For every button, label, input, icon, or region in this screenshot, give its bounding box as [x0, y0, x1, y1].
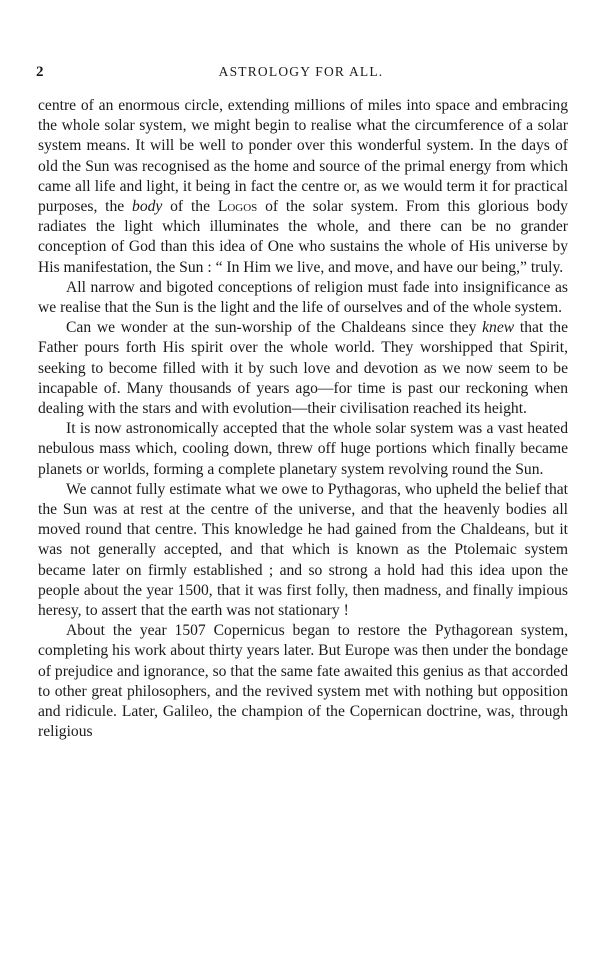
- page-number: 2: [36, 64, 44, 80]
- paragraph: [38, 96, 568, 278]
- paragraph: [38, 419, 568, 480]
- paragraph: [38, 318, 568, 419]
- text-run: of the: [162, 198, 218, 216]
- text-run: centre of an enormous circle, extending millions of miles into space and embracing the whole solar system, we might begin to realise what the circumference of a solar system means. It will be well to ponder over this wonderful system. In the days of old the Sun was recognised as the home and source of the primal energy from which came all life and light, it being in fact the centre or, as we would term it for practical purposes, the: [38, 97, 568, 216]
- paragraph: [38, 621, 568, 742]
- text-run: About the year 1507 Copernicus began to restore the Pythagorean system, completing his work about thirty years later. But Europe was then under the bondage of prejudice and ignorance, so that the same fate awaited this genius as that accorded to other great philosophers, and the revived system met with nothing but opposition and ridicule. Later, Galileo, the champion of the Copernican doctrine, was, through religious: [38, 622, 568, 741]
- text-run: We cannot fully estimate what we owe to Pythagoras, who upheld the belief that the Sun was at rest at the centre of the universe, and that the heavenly bodies all moved round that centre. This knowledge he had gained from the Chaldeans, but it was not generally accepted, and that which is known as the Ptolemaic system became later on firmly established ; and so strong a hold had this idea upon the people about the year 1500, that it was first folly, then madness, and finally impious heresy, to assert that the earth was not stationary !: [38, 480, 568, 620]
- paragraph: [38, 480, 568, 621]
- text-run: All narrow and bigoted conceptions of religion must fade into insignificance as we realise that the Sun is the light and the life of ourselves and of the whole system.: [38, 278, 568, 317]
- italic-text: body: [132, 198, 163, 216]
- running-head: [36, 64, 566, 84]
- body-text: [38, 96, 568, 743]
- text-run: It is now astronomically accepted that the whole solar system was a vast heated nebulous mass which, cooling down, threw off huge portions which finally became planets or worlds, forming a complete planetary system revolving round the Sun.: [38, 420, 568, 478]
- text-run: of the solar system. From this glorious body radiates the light which illuminates the whole, and there can be no grander conception of God than this idea of One who sustains the whole of His universe by His manifestation, the Sun : “ In Him we live, and move, and have our being,” truly.: [38, 198, 568, 276]
- running-title: ASTROLOGY FOR ALL.: [218, 64, 384, 79]
- italic-text: knew: [482, 319, 515, 337]
- small-caps-text: Logos: [217, 198, 258, 216]
- text-run: Can we wonder at the sun-worship of the Chaldeans since they: [66, 319, 483, 337]
- paragraph: [38, 278, 568, 318]
- text-run: that the Father pours forth His spirit over the whole world. They worshipped that Spirit, seeking to become filled with it by such love and devotion as we now seem to be incapable of. Many thousands of years ago—for time is past our reckoning when dealing with the stars and with evolution—their civilisation reached its height.: [38, 319, 568, 418]
